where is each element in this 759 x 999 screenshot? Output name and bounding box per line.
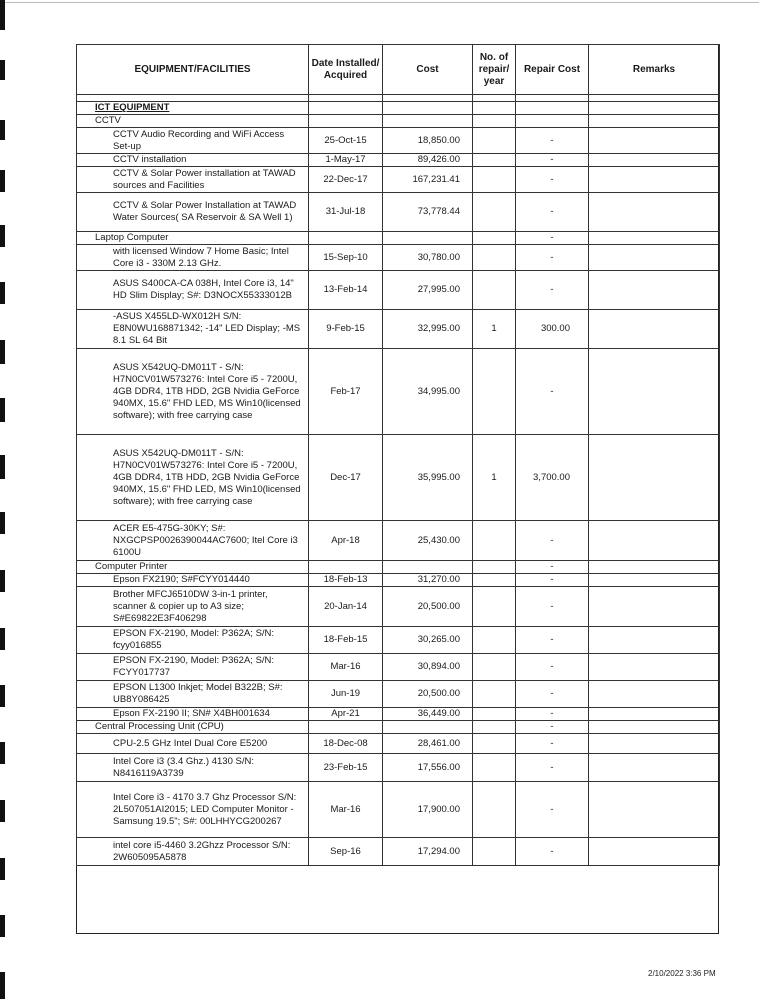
item-remarks (589, 310, 720, 349)
table-row (77, 521, 720, 561)
item-description: ASUS X542UQ-DM011T - S/N: H7N0CV01W573276: Intel Core i5 - 7200U, 4GB DDR4, 1TB HDD, 2GB Nvidia GeForce 940MX, 15.6" FHD LED, MS Win10(licensed software); with free carrying case (77, 349, 309, 435)
table-row (77, 681, 720, 708)
binding-mark (0, 225, 5, 247)
item-repairs (473, 521, 516, 561)
binding-mark (0, 858, 5, 880)
table-row (77, 167, 720, 193)
binding-mark (0, 398, 5, 422)
group-row (77, 721, 720, 734)
item-date: 31-Jul-18 (309, 193, 383, 232)
section-title: ICT EQUIPMENT (77, 102, 309, 115)
item-repairs: 1 (473, 435, 516, 521)
item-repair-cost: - (516, 193, 589, 232)
item-cost: 30,894.00 (383, 654, 473, 681)
table-row (77, 734, 720, 754)
item-description: Intel Core i3 (3.4 Ghz.) 4130 S/N: N8416119A3739 (77, 754, 309, 782)
binding-mark (0, 570, 5, 592)
item-description: Epson FX-2190 II; SN# X4BH001634 (77, 708, 309, 721)
item-remarks (589, 708, 720, 721)
group-dash: - (516, 721, 589, 734)
item-repair-cost: 300.00 (516, 310, 589, 349)
item-repair-cost: - (516, 708, 589, 721)
binding-mark (0, 742, 5, 764)
item-repairs (473, 167, 516, 193)
item-cost: 30,265.00 (383, 627, 473, 654)
item-description: ASUS S400CA-CA 038H, Intel Core i3, 14" HD Slim Display; S#: D3NOCX55333012B (77, 271, 309, 310)
item-repairs (473, 271, 516, 310)
group-printer: Computer Printer (77, 561, 309, 574)
item-cost: 31,270.00 (383, 574, 473, 587)
item-repairs (473, 654, 516, 681)
group-cpu: Central Processing Unit (CPU) (77, 721, 309, 734)
item-remarks (589, 521, 720, 561)
table-row (77, 310, 720, 349)
binding-mark (0, 800, 5, 822)
group-laptop: Laptop Computer (77, 232, 309, 245)
item-repair-cost: - (516, 587, 589, 627)
table-header-row (77, 45, 720, 95)
item-cost: 167,231.41 (383, 167, 473, 193)
item-repair-cost: - (516, 128, 589, 154)
item-repairs (473, 734, 516, 754)
item-date: 22-Dec-17 (309, 167, 383, 193)
table-row (77, 654, 720, 681)
table-row (77, 782, 720, 838)
item-repair-cost: - (516, 271, 589, 310)
item-repairs (473, 627, 516, 654)
item-repairs (473, 782, 516, 838)
item-repair-cost: - (516, 154, 589, 167)
table-row (77, 271, 720, 310)
item-date: 25-Oct-15 (309, 128, 383, 154)
item-description: CCTV installation (77, 154, 309, 167)
binding-mark (0, 170, 5, 192)
item-remarks (589, 271, 720, 310)
binding-mark (0, 915, 5, 937)
item-remarks (589, 734, 720, 754)
group-row (77, 232, 720, 245)
item-date: Apr-18 (309, 521, 383, 561)
item-cost: 17,556.00 (383, 754, 473, 782)
table-row (77, 245, 720, 271)
item-remarks (589, 627, 720, 654)
item-remarks (589, 167, 720, 193)
item-remarks (589, 435, 720, 521)
item-date: Dec-17 (309, 435, 383, 521)
equipment-table (76, 44, 720, 866)
item-cost: 17,294.00 (383, 838, 473, 866)
header-repair-cost: Repair Cost (516, 45, 589, 95)
item-repairs (473, 838, 516, 866)
header-date: Date Installed/ Acquired (309, 45, 383, 95)
group-dash: - (516, 561, 589, 574)
item-description: CCTV & Solar Power installation at TAWAD sources and Facilities (77, 167, 309, 193)
binding-mark (0, 60, 5, 80)
item-date: 13-Feb-14 (309, 271, 383, 310)
table-row (77, 128, 720, 154)
item-description: EPSON FX-2190, Model: P362A; S/N: FCYY017737 (77, 654, 309, 681)
group-row (77, 115, 720, 128)
item-repairs (473, 245, 516, 271)
item-description: EPSON L1300 Inkjet; Model B322B; S#: UB8Y086425 (77, 681, 309, 708)
item-repair-cost: - (516, 349, 589, 435)
item-remarks (589, 754, 720, 782)
item-repairs (473, 574, 516, 587)
item-date: 18-Dec-08 (309, 734, 383, 754)
item-description: with licensed Window 7 Home Basic; Intel Core i3 - 330M 2.13 GHz. (77, 245, 309, 271)
item-remarks (589, 154, 720, 167)
spacer-row (77, 95, 720, 102)
item-remarks (589, 838, 720, 866)
item-repair-cost: - (516, 782, 589, 838)
table-row (77, 838, 720, 866)
item-remarks (589, 782, 720, 838)
binding-mark (0, 972, 5, 999)
group-row (77, 561, 720, 574)
item-date: 23-Feb-15 (309, 754, 383, 782)
item-description: CCTV & Solar Power Installation at TAWAD Water Sources( SA Reservoir & SA Well 1) (77, 193, 309, 232)
item-description: -ASUS X455LD-WX012H S/N: E8N0WU168871342; -14" LED Display; -MS 8.1 SL 64 Bit (77, 310, 309, 349)
item-cost: 18,850.00 (383, 128, 473, 154)
item-cost: 32,995.00 (383, 310, 473, 349)
item-repairs (473, 349, 516, 435)
item-remarks (589, 193, 720, 232)
item-description: intel core i5-4460 3.2Ghzz Processor S/N: 2W605095A5878 (77, 838, 309, 866)
item-repair-cost: - (516, 167, 589, 193)
item-description: Intel Core i3 - 4170 3.7 Ghz Processor S/N: 2L507051AI2015; LED Computer Monitor - Samsung 19.5"; S#: 00LHHYCG200267 (77, 782, 309, 838)
binding-mark (0, 282, 5, 304)
table-row (77, 349, 720, 435)
item-date: 20-Jan-14 (309, 587, 383, 627)
item-repairs (473, 754, 516, 782)
item-description: CCTV Audio Recording and WiFi Access Set-up (77, 128, 309, 154)
item-cost: 27,995.00 (383, 271, 473, 310)
item-remarks (589, 245, 720, 271)
group-cctv: CCTV (77, 115, 309, 128)
item-remarks (589, 681, 720, 708)
item-date: Mar-16 (309, 782, 383, 838)
item-repair-cost: 3,700.00 (516, 435, 589, 521)
binding-mark (0, 120, 5, 140)
item-date: 18-Feb-13 (309, 574, 383, 587)
item-remarks (589, 654, 720, 681)
binding-mark (0, 455, 5, 479)
item-description: ASUS X542UQ-DM011T - S/N: H7N0CV01W573276: Intel Core i5 - 7200U, 4GB DDR4, 1TB HDD, 2GB Nvidia GeForce 940MX, 15.6" FHD LED, MS Win10(licensed software); with free carrying case (77, 435, 309, 521)
table-row (77, 754, 720, 782)
item-description: ACER E5-475G-30KY; S#: NXGCPSP0026390044AC7600; Itel Core i3 6100U (77, 521, 309, 561)
item-date: 15-Sep-10 (309, 245, 383, 271)
header-remarks: Remarks (589, 45, 720, 95)
binding-mark (0, 0, 5, 30)
item-cost: 36,449.00 (383, 708, 473, 721)
item-repair-cost: - (516, 627, 589, 654)
item-description: EPSON FX-2190, Model: P362A; S/N: fcyy016855 (77, 627, 309, 654)
item-cost: 73,778.44 (383, 193, 473, 232)
item-cost: 20,500.00 (383, 587, 473, 627)
header-cost: Cost (383, 45, 473, 95)
table-row (77, 435, 720, 521)
print-timestamp: 2/10/2022 3:36 PM (648, 969, 716, 978)
item-repairs (473, 128, 516, 154)
table-row (77, 627, 720, 654)
item-cost: 25,430.00 (383, 521, 473, 561)
item-repair-cost: - (516, 521, 589, 561)
item-cost: 17,900.00 (383, 782, 473, 838)
item-repair-cost: - (516, 754, 589, 782)
item-remarks (589, 128, 720, 154)
item-repairs (473, 681, 516, 708)
item-repairs (473, 587, 516, 627)
item-cost: 34,995.00 (383, 349, 473, 435)
item-repairs: 1 (473, 310, 516, 349)
binding-mark (0, 685, 5, 707)
item-repair-cost: - (516, 734, 589, 754)
item-date: Jun-19 (309, 681, 383, 708)
item-remarks (589, 574, 720, 587)
item-remarks (589, 587, 720, 627)
item-date: 18-Feb-15 (309, 627, 383, 654)
binding-mark (0, 340, 5, 364)
item-repair-cost: - (516, 245, 589, 271)
item-date: Mar-16 (309, 654, 383, 681)
item-repair-cost: - (516, 654, 589, 681)
item-description: Epson FX2190; S#FCYY014440 (77, 574, 309, 587)
item-cost: 20,500.00 (383, 681, 473, 708)
binding-mark (0, 512, 5, 534)
item-cost: 89,426.00 (383, 154, 473, 167)
item-cost: 30,780.00 (383, 245, 473, 271)
item-cost: 35,995.00 (383, 435, 473, 521)
item-description: Brother MFCJ6510DW 3-in-1 printer, scanner & copier up to A3 size; S#E69822E3F406298 (77, 587, 309, 627)
table-row (77, 708, 720, 721)
header-equipment: EQUIPMENT/FACILITIES (77, 45, 309, 95)
binding-mark (0, 628, 5, 650)
table-row (77, 193, 720, 232)
item-repairs (473, 708, 516, 721)
header-repairs: No. of repair/ year (473, 45, 516, 95)
item-date: 9-Feb-15 (309, 310, 383, 349)
section-row (77, 102, 720, 115)
item-date: Apr-21 (309, 708, 383, 721)
table-row (77, 154, 720, 167)
item-remarks (589, 349, 720, 435)
item-repair-cost: - (516, 574, 589, 587)
item-date: Sep-16 (309, 838, 383, 866)
table-row (77, 574, 720, 587)
item-repair-cost: - (516, 681, 589, 708)
item-cost: 28,461.00 (383, 734, 473, 754)
item-repairs (473, 193, 516, 232)
item-date: Feb-17 (309, 349, 383, 435)
scan-top-edge (0, 2, 759, 3)
item-repair-cost: - (516, 838, 589, 866)
item-date: 1-May-17 (309, 154, 383, 167)
item-description: CPU-2.5 GHz Intel Dual Core E5200 (77, 734, 309, 754)
item-repairs (473, 154, 516, 167)
table-row (77, 587, 720, 627)
group-dash: - (516, 232, 589, 245)
